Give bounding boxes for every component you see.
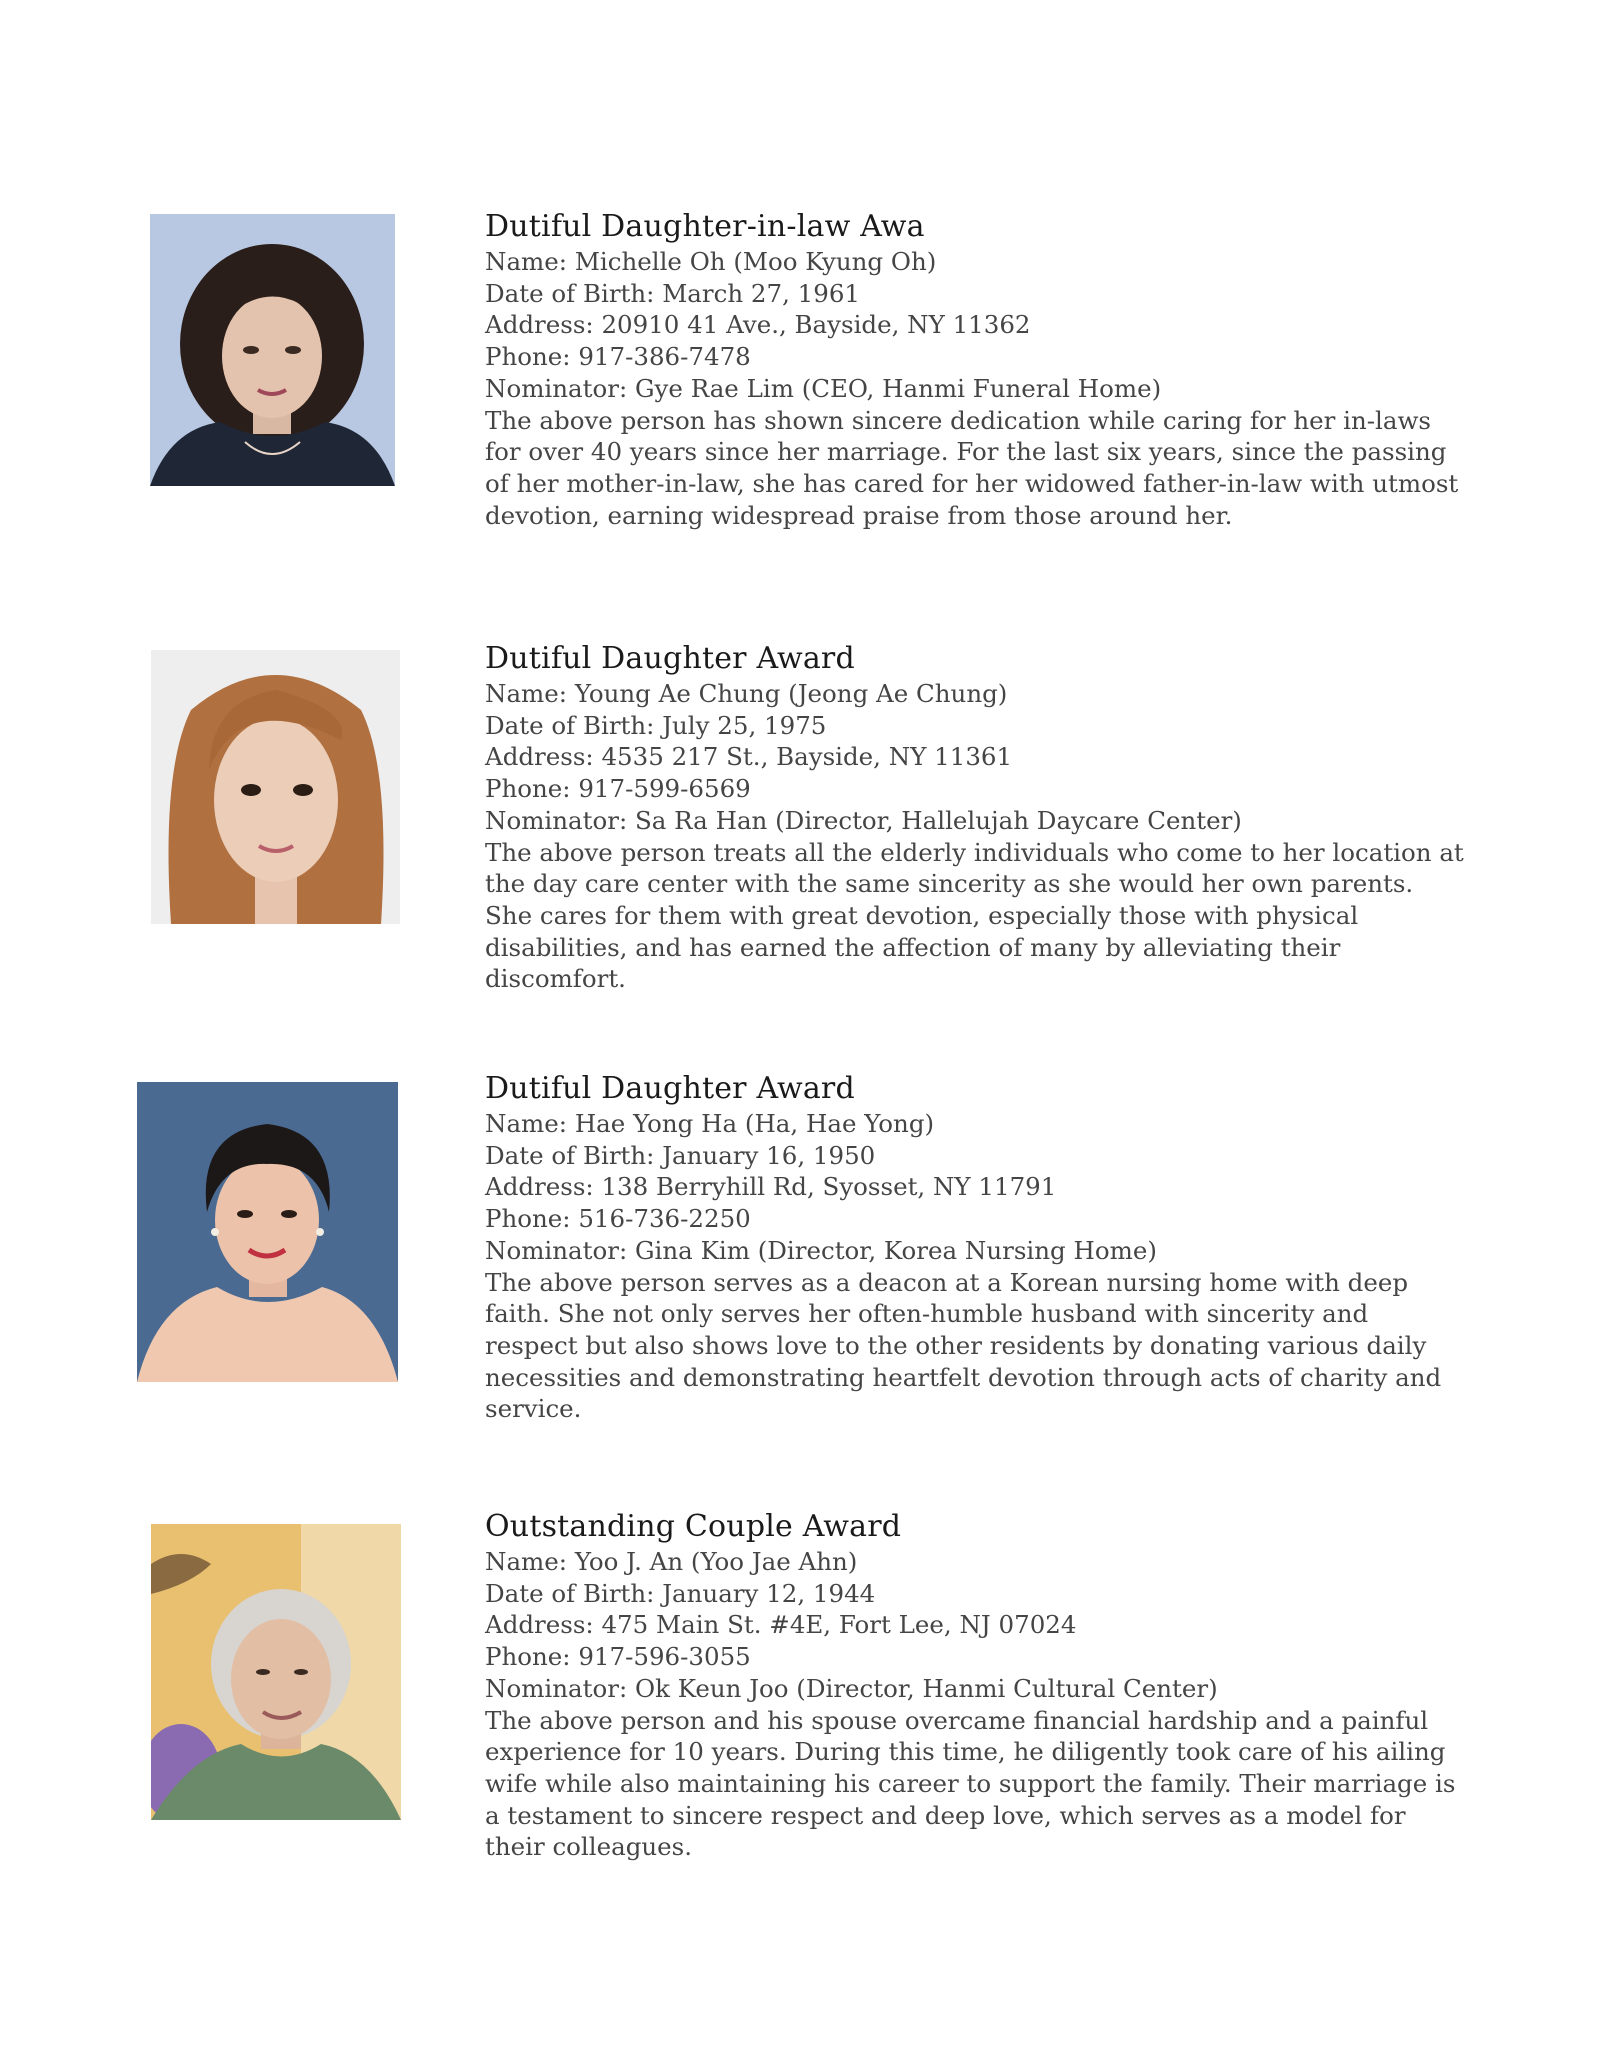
nominator: Nominator: Sa Ra Han (Director, Hallelujah Daycare Center): [485, 805, 1242, 835]
portrait-photo: [150, 214, 395, 486]
entry-text: [485, 1508, 1465, 1863]
phone: Phone: 516-736-2250: [485, 1204, 751, 1234]
description: The above person treats all the elderly individuals who come to her location at the day care center with the same sincerity as she would her own parents. She cares for them with great devotion, especially those with physical disabilities, and has earned the affection of many by alleviating their discomfort.: [485, 837, 1464, 994]
phone: Phone: 917-386-7478: [485, 342, 751, 372]
entry-text: [485, 1070, 1465, 1425]
portrait-photo: [137, 1082, 398, 1382]
award-title: Outstanding Couple Award: [485, 1509, 902, 1544]
nominator: Nominator: Gina Kim (Director, Korea Nursing Home): [485, 1235, 1157, 1265]
address: Address: 138 Berryhill Rd, Syosset, NY 11791: [485, 1172, 1057, 1202]
portrait-photo: [151, 650, 400, 924]
description: The above person has shown sincere dedication while caring for her in-laws for over 40 years since her marriage. For the last six years, since the passing of her mother-in-law, she has cared for her widowed father-in-law with utmost devotion, earning widespread praise from those around her.: [485, 405, 1459, 530]
person-name: Name: Yoo J. An (Yoo Jae Ahn): [485, 1547, 858, 1576]
person-name: Name: Michelle Oh (Moo Kyung Oh): [485, 247, 937, 276]
nominator: Nominator: Ok Keun Joo (Director, Hanmi Cultural Center): [485, 1673, 1218, 1703]
award-title: Dutiful Daughter Award: [485, 641, 855, 676]
description: The above person and his spouse overcame financial hardship and a painful experience for 10 years. During this time, he diligently took care of his ailing wife while also maintaining his career to support the family. Their marriage is a testament to sincere respect and deep love, which serves as a model for their colleagues.: [485, 1705, 1456, 1862]
person-name: Name: Young Ae Chung (Jeong Ae Chung): [485, 679, 1008, 708]
date-of-birth: Date of Birth: March 27, 1961: [485, 278, 861, 308]
person-name: Name: Hae Yong Ha (Ha, Hae Yong): [485, 1109, 935, 1138]
address: Address: 475 Main St. #4E, Fort Lee, NJ 07024: [485, 1610, 1077, 1640]
portrait-photo: [151, 1524, 401, 1820]
award-title: Dutiful Daughter Award: [485, 1071, 855, 1106]
phone: Phone: 917-596-3055: [485, 1642, 751, 1672]
phone: Phone: 917-599-6569: [485, 774, 751, 804]
date-of-birth: Date of Birth: January 12, 1944: [485, 1578, 876, 1608]
nominator: Nominator: Gye Rae Lim (CEO, Hanmi Funeral Home): [485, 373, 1162, 403]
entry-text: [485, 640, 1465, 995]
address: Address: 20910 41 Ave., Bayside, NY 11362: [485, 310, 1031, 340]
address: Address: 4535 217 St., Bayside, NY 11361: [485, 742, 1013, 772]
entry-text: [485, 208, 1465, 531]
date-of-birth: Date of Birth: January 16, 1950: [485, 1140, 876, 1170]
description: The above person serves as a deacon at a Korean nursing home with deep faith. She not only serves her often-humble husband with sincerity and respect but also shows love to the other residents by donating various daily necessities and demonstrating heartfelt devotion through acts of charity and service.: [485, 1267, 1442, 1424]
award-title: Dutiful Daughter-in-law Awa: [485, 209, 925, 244]
date-of-birth: Date of Birth: July 25, 1975: [485, 710, 827, 740]
